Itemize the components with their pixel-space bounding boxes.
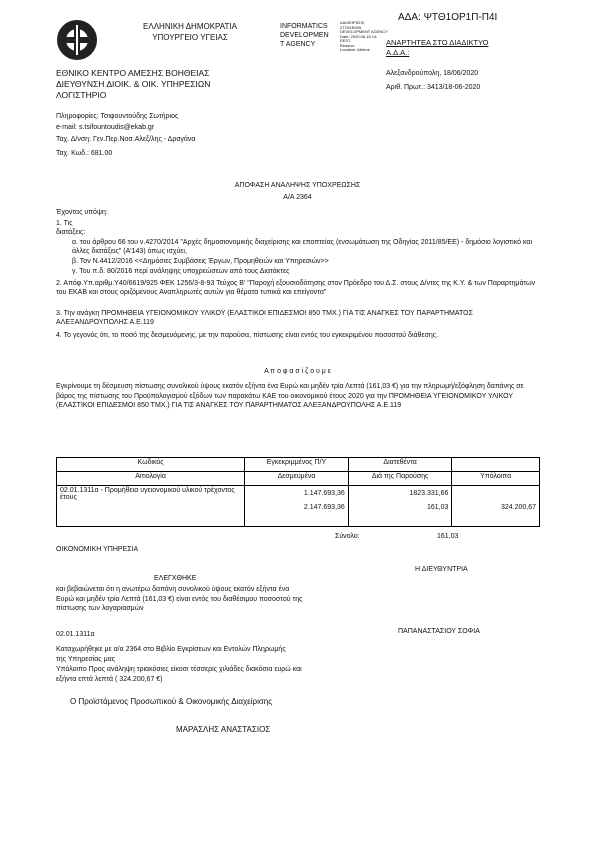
item-1b: β. Τον Ν.4412/2016 <<Δημόσιες Συμβάσεις Έργων, Προμηθειών και Υπηρεσιών>> [72, 258, 329, 265]
item-2: 2. Απόφ.Υπ.αριθμ.Υ40/6619/925 ΦΕΚ 1256/3-8-93 Τεύχος Β' "Παροχή εξουσιοδότησης στον Πρόεδρο του Δ.Σ. στους Δ/ντες της Κ.Υ. & των Παραρτημάτων του ΕΚΑΒ και στους οριζόμενους Αναπληρωτές αυτών για θέματα τυπικά και επείγοντα" [56, 280, 536, 296]
col-header-reserved: Δεσμευμένα [245, 472, 349, 486]
account-code: 02.01.1311α [56, 631, 95, 638]
protocol-number: Αριθ. Πρωτ.: 3413/18-06-2020 [386, 84, 481, 91]
col-header-remaining: Υπόλοιπα [452, 472, 540, 486]
ada-label: Α.Δ.Α.: [386, 48, 410, 57]
item-1c: γ. Του π.δ. 80/2016 περί ανάληψης υποχρεώσεων από τους Διατάκτες [72, 268, 290, 275]
ministry-name: ΥΠΟΥΡΓΕΙΟ ΥΓΕΙΑΣ [152, 33, 228, 42]
budget-table [56, 457, 540, 527]
checked-label: ΕΛΕΓΧΘΗΚΕ [154, 575, 197, 582]
table-row [57, 486, 540, 527]
country-name: ΕΛΛΗΝΙΚΗ ΔΗΜΟΚΡΑΤΙΑ [143, 22, 237, 31]
col-header-allocated: Διατεθέντα [348, 458, 452, 472]
col-header-approved: Εγκεκριμμένος Π/Υ [245, 458, 349, 472]
row-reserved: 2.147.693,36 [303, 504, 345, 511]
ekab-logo-icon [57, 20, 97, 60]
row-code-desc: 02.01.1311α - Προμήθεια υγειονομικού υλικού τρέχοντος έτους [57, 486, 245, 527]
director-name: ΠΑΠΑΝΑΣΤΑΣΙΟΥ ΣΟΦΙΑ [398, 628, 480, 635]
certify-text: και βεβαιώνεται ότι η ανωτέρω δαπάνη συνολικού ύψους εκατόν εξήντα ένα Ευρώ και μηδέν τρία Λεπτά (161,03 €) είναι εντός του διαθέσιμου ποσοστού της πίστωσης των λογαριασμών [56, 586, 303, 612]
digital-signature-stamp: ΔΙΑΧΕΙΡΙΣΗΣ ΣΤΟΙΧΕΙΩΝ DEVELOPMENT AGENCY Date: 2020.06.18 14: EEST Reason: Location: Athens [340, 20, 388, 52]
total-label: Σύνολο: [335, 533, 360, 540]
total-value: 161,03 [437, 533, 459, 540]
row-current: 161,03 [427, 504, 449, 511]
post-online-label: ΑΝΑΡΤΗΤΕΑ ΣΤΟ ΔΙΑΔΙΚΤΥΟ [386, 38, 489, 47]
agency-stamp: INFORMATICS DEVELOPMEN T AGENCY [280, 23, 329, 48]
col-header-reason: Αιτιολογία [57, 472, 245, 486]
director-title: Η ΔΙΕΥΘΥΝΤΡΙΑ [415, 566, 468, 573]
decision-text: Εγκρίνουμε τη δέσμευση πίστωσης συνολικού ύψους εκατόν εξήντα ένα Ευρώ και μηδέν τρία Λεπτά (161,03 €) για την πληρωμή/εξόφληση δαπάνης σε βάρος της πίστωσης του Προϋπολογισμού εξόδων των παρακάτω ΚΑΕ του οικονομικού έτους 2020 για την ΠΡΟΜΗΘΕΙΑ ΥΓΕΙΟΝΟΜΙΚΟΥ ΥΛΙΚΟΥ (ΕΛΑΣΤΙΚΟΙ ΕΠΙΔΕΣΜΟΙ 850 ΤΜΧ.) ΓΙΑ ΤΙΣ ΑΝΑΓΚΕΣ ΤΟΥ ΠΑΡΑΡΤΗΜΑΤΟΣ ΑΛΕΞΑΝΔΡΟΥΠΟΛΗΣ Α.Ε.119 [56, 383, 524, 409]
place-date: Αλεξανδρούπολη, 18/06/2020 [386, 70, 479, 77]
col-header-code: Κωδικός [57, 458, 245, 472]
row-allocated: 1823.331,66 [409, 490, 449, 497]
row-remaining: 324.200,67 [500, 504, 536, 511]
finance-dept: ΟΙΚΟΝΟΜΙΚΗ ΥΠΗΡΕΣΙΑ [56, 546, 139, 553]
address: Ταχ. Δ/νση: Γεν.Περ.Νοσ.Αλεξ/λης - Δραγάνα [56, 136, 196, 143]
ada-code: ΑΔΑ: ΨΤΘ1ΟΡ1Π-Π4Ι [398, 12, 498, 23]
info-contact: Πληροφορίες: Τσιφουντούδης Σωτήριος [56, 113, 179, 120]
sender-org: ΕΘΝΙΚΟ ΚΕΝΤΡΟ ΑΜΕΣΗΣ ΒΟΗΘΕΙΑΣ ΔΙΕΥΘΥΝΣΗ ΔΙΟΙΚ. & ΟΙΚ. ΥΠΗΡΕΣΙΩΝ ΛΟΓΙΣΤΗΡΙΟ [56, 68, 211, 100]
col-header-empty [452, 458, 540, 472]
doc-title: ΑΠΟΦΑΣΗ ΑΝΑΛΗΨΗΣ ΥΠΟΧΡΕΩΣΗΣ [234, 182, 361, 189]
postcode: Ταχ. Κωδ.: 681.00 [56, 150, 113, 157]
item-3: 3. Την ανάγκη ΠΡΟΜΗΘΕΙΑ ΥΓΕΙΟΝΟΜΙΚΟΥ ΥΛΙΚΟΥ (ΕΛΑΣΤΙΚΟΙ ΕΠΙΔΕΣΜΟΙ 850 ΤΜΧ.) ΓΙΑ ΤΙΣ ΑΝΑΓΚΕΣ ΤΟΥ ΠΑΡΑΡΤΗΜΑΤΟΣ ΑΛΕΞΑΝΔΡΟΥΠΟΛΗΣ Α.Ε.119 [56, 310, 473, 326]
item-1-intro: 1. Τις διατάξεις: [56, 220, 86, 236]
item-1a: α. του άρθρου 66 του ν.4270/2014 "Αρχές δημοσιονομικής διαχείρισης και εποπτείας (ενσωμάτωση της Οδηγίας 2011/85/ΕΕ) - δημόσιο λογιστικό και άλλες διατάξεις" (Α'143) όπως ισχύει, [72, 239, 533, 255]
balance-text: Υπόλοιπο Προς ανάληψη τριακόσιες είκοσι τέσσερις χιλιάδες διακόσια ευρώ και εξήντα επτά λεπτά ( 324.200,67 €) [56, 666, 302, 683]
item-4: 4. Το γεγονός ότι, το ποσό της δεσμευόμενης, με την παρούσα, πίστωσης είναι εντός του εγκεκριμένου ποσοστού διάθεσης. [56, 332, 439, 339]
head-title: Ο Προϊστάμενος Προσωπικού & Οικονομικής Διαχείρισης [70, 697, 273, 706]
col-header-current: Διά της Παρούσης [348, 472, 452, 486]
email: e-mail: s.tsifountoudis@ekab.gr [56, 124, 155, 131]
registered-text: Καταχωρήθηκε με α/α 2364 στο Βιβλίο Εγκρίσεων και Εντολών Πληρωμής της Υπηρεσίας μας [56, 646, 286, 663]
considering-heading: Έχοντας υπόψη: [56, 209, 108, 216]
decision-heading: Α π ο φ α σ ί ζ ο υ μ ε [264, 368, 331, 375]
doc-number: Α/Α 2364 [283, 194, 312, 201]
row-approved: 1.147.693,36 [303, 490, 345, 497]
head-name: ΜΑΡΑΣΛΗΣ ΑΝΑΣΤΑΣΙΟΣ [176, 725, 271, 734]
